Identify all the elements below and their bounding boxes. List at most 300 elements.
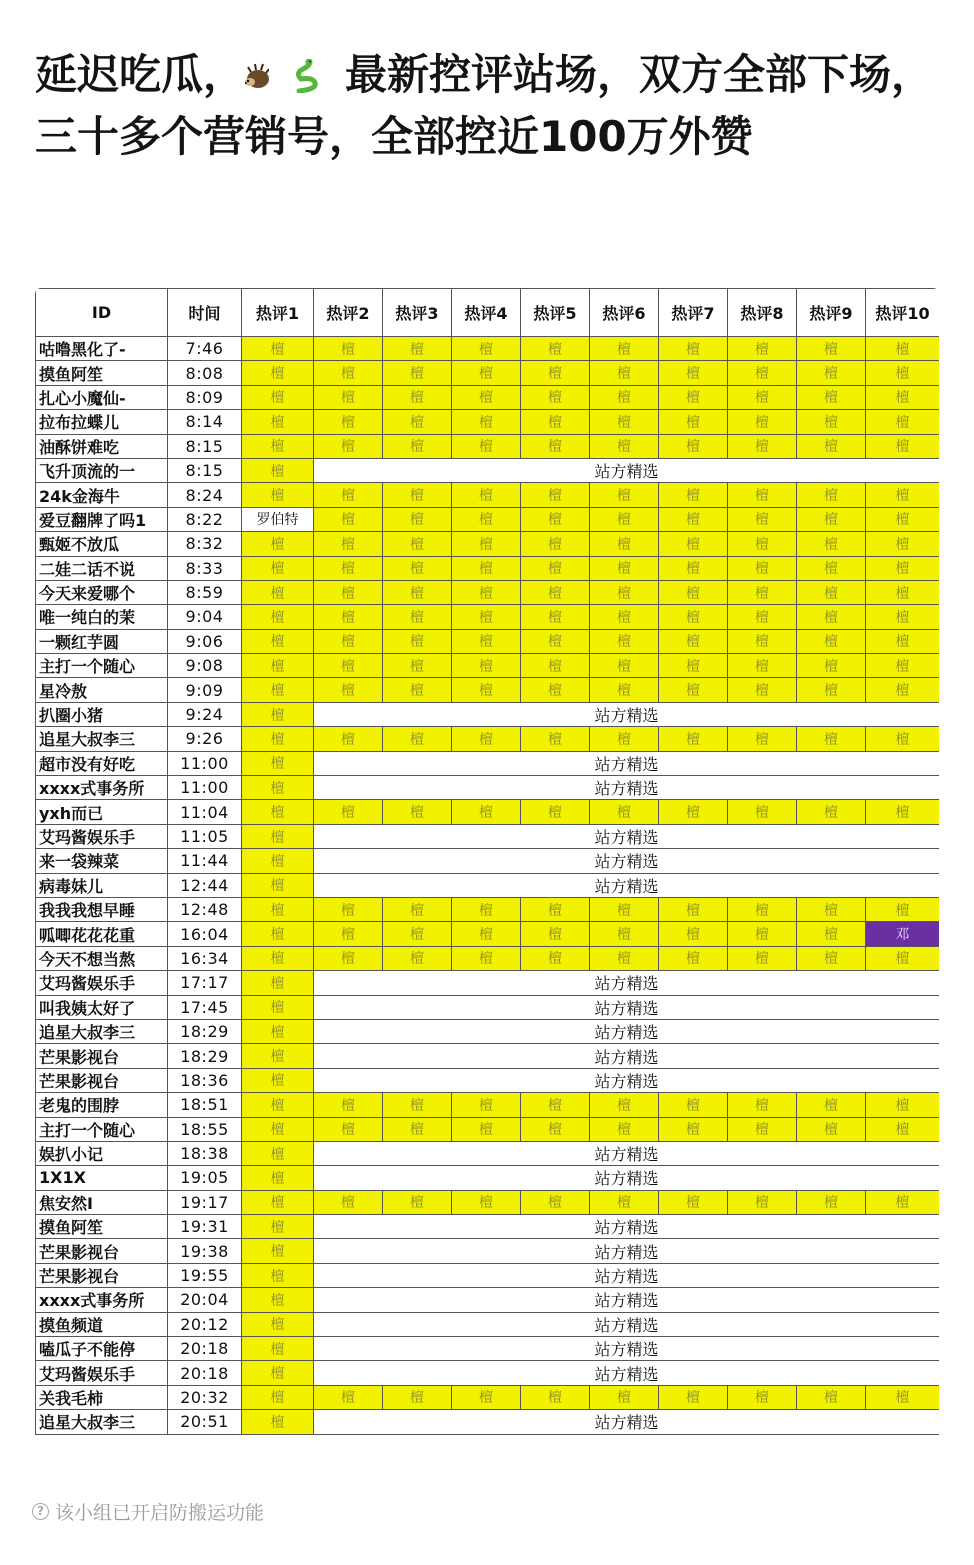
table-row (36, 1068, 940, 1092)
account-id-cell: 扒圈小猪 (36, 702, 168, 726)
hot-comment-cell-5: 檀 (521, 434, 590, 458)
table-row (36, 1215, 940, 1239)
hot-comment-cell-1: 檀 (242, 605, 314, 629)
hot-comment-cell-1: 檀 (242, 1263, 314, 1287)
hot-comment-cell-1: 罗伯特 (242, 507, 314, 531)
hot-comment-cell-10: 檀 (866, 897, 940, 921)
site-selected-merged-cell: 站方精选 (314, 1044, 940, 1068)
hot-comment-cell-8: 檀 (728, 1117, 797, 1141)
hot-comment-cell-4: 檀 (452, 629, 521, 653)
hot-comment-cell-6: 檀 (590, 1385, 659, 1409)
hot-comment-cell-6: 檀 (590, 1190, 659, 1214)
hot-comment-cell-7: 檀 (659, 556, 728, 580)
table-row (36, 434, 940, 458)
table-row (36, 727, 940, 751)
hot-comment-cell-6: 檀 (590, 727, 659, 751)
hot-comment-cell-7: 檀 (659, 434, 728, 458)
hot-comment-cell-2: 檀 (314, 483, 383, 507)
hot-comment-cell-8: 檀 (728, 922, 797, 946)
hot-comment-cell-1: 檀 (242, 1385, 314, 1409)
hot-comment-cell-4: 檀 (452, 434, 521, 458)
hot-comment-cell-8: 檀 (728, 556, 797, 580)
hot-comment-cell-1: 檀 (242, 1166, 314, 1190)
header-hot-comment-9: 热评9 (797, 289, 866, 337)
time-cell: 11:05 (168, 824, 242, 848)
hot-comment-cell-5: 檀 (521, 580, 590, 604)
hot-comment-cell-4: 檀 (452, 897, 521, 921)
time-cell: 12:44 (168, 873, 242, 897)
account-id-cell: 唯一纯白的茉 (36, 605, 168, 629)
hot-comment-cell-1: 檀 (242, 1288, 314, 1312)
hot-comment-cell-9: 檀 (797, 727, 866, 751)
hot-comment-cell-7: 檀 (659, 532, 728, 556)
hot-comment-cell-5: 檀 (521, 946, 590, 970)
hot-comment-cell-2: 檀 (314, 678, 383, 702)
hot-comment-cell-7: 檀 (659, 629, 728, 653)
table-row (36, 532, 940, 556)
account-id-cell: 甄姬不放瓜 (36, 532, 168, 556)
hot-comment-cell-7: 檀 (659, 385, 728, 409)
table-row (36, 678, 940, 702)
account-id-cell: 追星大叔李三 (36, 1410, 168, 1434)
hot-comment-cell-6: 檀 (590, 654, 659, 678)
hot-comment-cell-10: 檀 (866, 605, 940, 629)
time-cell: 17:17 (168, 971, 242, 995)
hot-comment-cell-5: 檀 (521, 1093, 590, 1117)
time-cell: 16:04 (168, 922, 242, 946)
account-id-cell: 呱唧花花花重 (36, 922, 168, 946)
hot-comment-cell-7: 檀 (659, 1190, 728, 1214)
hot-comment-cell-1: 檀 (242, 849, 314, 873)
account-id-cell: 艾玛酱娱乐手 (36, 971, 168, 995)
hot-comment-cell-2: 檀 (314, 654, 383, 678)
hot-comment-cell-1: 檀 (242, 1215, 314, 1239)
hot-comment-cell-6: 檀 (590, 410, 659, 434)
hot-comment-cell-1: 檀 (242, 1410, 314, 1434)
hot-comment-cell-8: 檀 (728, 629, 797, 653)
hot-comment-cell-10: 檀 (866, 507, 940, 531)
hot-comment-cell-6: 檀 (590, 556, 659, 580)
hot-comment-cell-5: 檀 (521, 507, 590, 531)
hot-comment-cell-1: 檀 (242, 654, 314, 678)
hot-comment-cell-4: 檀 (452, 1093, 521, 1117)
time-cell: 17:45 (168, 995, 242, 1019)
table-row (36, 410, 940, 434)
hot-comment-cell-8: 檀 (728, 410, 797, 434)
hot-comment-cell-7: 檀 (659, 507, 728, 531)
hot-comment-cell-1: 檀 (242, 1239, 314, 1263)
account-id-cell: 来一袋辣菜 (36, 849, 168, 873)
hot-comment-cell-3: 檀 (383, 897, 452, 921)
hot-comment-cell-4: 檀 (452, 1190, 521, 1214)
account-id-cell: 我我我想早睡 (36, 897, 168, 921)
table-row (36, 629, 940, 653)
account-id-cell: 娱扒小记 (36, 1141, 168, 1165)
time-cell: 9:26 (168, 727, 242, 751)
table-row (36, 654, 940, 678)
account-id-cell: 超市没有好吃 (36, 751, 168, 775)
hot-comment-cell-6: 檀 (590, 507, 659, 531)
time-cell: 20:18 (168, 1361, 242, 1385)
hot-comment-cell-3: 檀 (383, 654, 452, 678)
time-cell: 8:08 (168, 361, 242, 385)
hot-comment-cell-10: 檀 (866, 946, 940, 970)
hot-comment-cell-9: 檀 (797, 678, 866, 702)
hot-comment-cell-10: 檀 (866, 483, 940, 507)
hot-comment-cell-2: 檀 (314, 727, 383, 751)
hot-comment-cell-3: 檀 (383, 1117, 452, 1141)
account-id-cell: 摸鱼阿笙 (36, 361, 168, 385)
hot-comment-cell-6: 檀 (590, 361, 659, 385)
table-row (36, 702, 940, 726)
site-selected-merged-cell: 站方精选 (314, 995, 940, 1019)
hot-comment-cell-8: 檀 (728, 337, 797, 361)
time-cell: 18:29 (168, 1019, 242, 1043)
time-cell: 20:51 (168, 1410, 242, 1434)
hot-comment-cell-8: 檀 (728, 946, 797, 970)
hot-comment-cell-1: 檀 (242, 1337, 314, 1361)
hot-comment-cell-2: 檀 (314, 946, 383, 970)
snake-icon (295, 48, 345, 84)
hot-comment-cell-5: 檀 (521, 483, 590, 507)
account-id-cell: xxxx式事务所 (36, 1288, 168, 1312)
table-row (36, 1166, 940, 1190)
account-id-cell: 叫我姨太好了 (36, 995, 168, 1019)
hot-comment-cell-3: 檀 (383, 727, 452, 751)
time-cell: 8:14 (168, 410, 242, 434)
site-selected-merged-cell: 站方精选 (314, 1141, 940, 1165)
hot-comment-cell-5: 檀 (521, 337, 590, 361)
hot-comment-cell-4: 檀 (452, 678, 521, 702)
table-row (36, 1190, 940, 1214)
hot-comment-cell-5: 檀 (521, 727, 590, 751)
site-selected-merged-cell: 站方精选 (314, 1019, 940, 1043)
site-selected-merged-cell: 站方精选 (314, 1337, 940, 1361)
hot-comment-cell-3: 檀 (383, 434, 452, 458)
site-selected-merged-cell: 站方精选 (314, 1361, 940, 1385)
hot-comment-cell-6: 檀 (590, 922, 659, 946)
account-id-cell: 24k金海牛 (36, 483, 168, 507)
hot-comment-cell-10: 檀 (866, 434, 940, 458)
hot-comment-cell-2: 檀 (314, 532, 383, 556)
hot-comment-cell-9: 檀 (797, 556, 866, 580)
hot-comment-cell-2: 檀 (314, 897, 383, 921)
time-cell: 8:32 (168, 532, 242, 556)
hot-comment-cell-8: 檀 (728, 532, 797, 556)
hot-comment-cell-5: 檀 (521, 410, 590, 434)
anti-repost-text: 该小组已开启防搬运功能 (55, 1501, 265, 1524)
time-cell: 20:18 (168, 1337, 242, 1361)
hot-comment-cell-1: 檀 (242, 1044, 314, 1068)
table-row (36, 1141, 940, 1165)
hot-comment-cell-1: 檀 (242, 1141, 314, 1165)
table-row (36, 946, 940, 970)
time-cell: 19:17 (168, 1190, 242, 1214)
account-id-cell: 扎心小魔仙- (36, 385, 168, 409)
hot-comment-cell-3: 檀 (383, 507, 452, 531)
hot-comment-cell-6: 檀 (590, 337, 659, 361)
hot-comment-cell-6: 檀 (590, 897, 659, 921)
hot-comment-cell-1: 檀 (242, 361, 314, 385)
table-row (36, 385, 940, 409)
hot-comment-cell-7: 檀 (659, 727, 728, 751)
hot-comment-cell-2: 檀 (314, 580, 383, 604)
table-row (36, 800, 940, 824)
hot-comment-cell-2: 檀 (314, 800, 383, 824)
hot-comment-cell-8: 檀 (728, 800, 797, 824)
table-row (36, 1044, 940, 1068)
title-text-after: 最新控评站场，双方全部下场，三十多个营销号，全部控近100万外赞 (35, 50, 934, 161)
hot-comment-cell-2: 檀 (314, 556, 383, 580)
account-id-cell: 1X1X (36, 1166, 168, 1190)
hot-comment-cell-3: 檀 (383, 1093, 452, 1117)
hot-comment-cell-3: 檀 (383, 1385, 452, 1409)
time-cell: 9:09 (168, 678, 242, 702)
hot-comment-cell-6: 檀 (590, 483, 659, 507)
hot-comment-cell-9: 檀 (797, 385, 866, 409)
time-cell: 8:59 (168, 580, 242, 604)
hot-comment-cell-8: 檀 (728, 897, 797, 921)
hot-comment-cell-10: 檀 (866, 532, 940, 556)
hot-comment-cell-4: 檀 (452, 483, 521, 507)
table-row (36, 605, 940, 629)
hot-comment-cell-6: 檀 (590, 605, 659, 629)
hot-comment-cell-10: 檀 (866, 556, 940, 580)
hot-comment-cell-3: 檀 (383, 580, 452, 604)
site-selected-merged-cell: 站方精选 (314, 849, 940, 873)
hot-comment-cell-5: 檀 (521, 800, 590, 824)
hot-comment-cell-8: 檀 (728, 1190, 797, 1214)
account-id-cell: 芒果影视台 (36, 1068, 168, 1092)
hot-comment-cell-7: 檀 (659, 483, 728, 507)
site-selected-merged-cell: 站方精选 (314, 824, 940, 848)
time-cell: 19:55 (168, 1263, 242, 1287)
hot-comment-cell-1: 檀 (242, 922, 314, 946)
hot-comment-cell-3: 檀 (383, 922, 452, 946)
hot-comment-cell-9: 檀 (797, 580, 866, 604)
hot-comment-cell-1: 檀 (242, 556, 314, 580)
hot-comment-cell-6: 檀 (590, 1093, 659, 1117)
time-cell: 9:04 (168, 605, 242, 629)
hot-comment-cell-3: 檀 (383, 361, 452, 385)
hot-comment-cell-3: 檀 (383, 532, 452, 556)
hot-comment-cell-1: 檀 (242, 532, 314, 556)
account-id-cell: 主打一个随心 (36, 654, 168, 678)
hot-comment-cell-9: 檀 (797, 410, 866, 434)
top-status-strip (0, 0, 974, 30)
hot-comment-cell-10: 檀 (866, 1190, 940, 1214)
table-row (36, 507, 940, 531)
account-id-cell: 今天不想当熬 (36, 946, 168, 970)
table-row (36, 995, 940, 1019)
hot-comment-cell-2: 檀 (314, 507, 383, 531)
hot-comment-cell-9: 檀 (797, 1093, 866, 1117)
time-cell: 11:04 (168, 800, 242, 824)
table-row (36, 361, 940, 385)
hot-comment-cell-10: 邓 (866, 922, 940, 946)
account-id-cell: 咕噜黑化了- (36, 337, 168, 361)
hot-comment-cell-4: 檀 (452, 507, 521, 531)
hot-comment-cell-6: 檀 (590, 678, 659, 702)
hot-comment-cell-6: 檀 (590, 629, 659, 653)
table-row (36, 971, 940, 995)
post-title (35, 44, 945, 168)
hot-comment-cell-8: 檀 (728, 678, 797, 702)
hot-comment-cell-1: 檀 (242, 946, 314, 970)
hot-comment-cell-5: 檀 (521, 361, 590, 385)
hot-comment-cell-2: 檀 (314, 1117, 383, 1141)
hot-comment-cell-2: 檀 (314, 361, 383, 385)
hot-comment-cell-1: 檀 (242, 483, 314, 507)
time-cell: 16:34 (168, 946, 242, 970)
anti-repost-notice (32, 1496, 264, 1526)
time-cell: 19:31 (168, 1215, 242, 1239)
site-selected-merged-cell: 站方精选 (314, 1166, 940, 1190)
hot-comment-cell-1: 檀 (242, 458, 314, 482)
hot-comment-cell-1: 檀 (242, 580, 314, 604)
account-id-cell: 芒果影视台 (36, 1263, 168, 1287)
hot-comment-cell-9: 檀 (797, 1385, 866, 1409)
hot-comment-cell-4: 檀 (452, 1385, 521, 1409)
hot-comment-cell-9: 檀 (797, 361, 866, 385)
table-row (36, 897, 940, 921)
hot-comment-cell-3: 檀 (383, 946, 452, 970)
hot-comment-cell-2: 檀 (314, 1093, 383, 1117)
account-id-cell: 芒果影视台 (36, 1239, 168, 1263)
hot-comment-cell-4: 檀 (452, 800, 521, 824)
hot-comment-cell-10: 檀 (866, 410, 940, 434)
table-row (36, 922, 940, 946)
hot-comment-cell-9: 檀 (797, 483, 866, 507)
site-selected-merged-cell: 站方精选 (314, 751, 940, 775)
hot-comment-cell-1: 檀 (242, 995, 314, 1019)
site-selected-merged-cell: 站方精选 (314, 873, 940, 897)
header-hot-comment-4: 热评4 (452, 289, 521, 337)
time-cell: 8:22 (168, 507, 242, 531)
account-id-cell: 追星大叔李三 (36, 1019, 168, 1043)
hot-comment-cell-5: 檀 (521, 922, 590, 946)
hot-comment-cell-9: 檀 (797, 629, 866, 653)
table-row (36, 776, 940, 800)
time-cell: 20:32 (168, 1385, 242, 1409)
hot-comment-cell-8: 檀 (728, 434, 797, 458)
hot-comment-cell-6: 檀 (590, 385, 659, 409)
hot-comment-cell-10: 檀 (866, 1385, 940, 1409)
account-id-cell: xxxx式事务所 (36, 776, 168, 800)
hot-comment-cell-1: 檀 (242, 1312, 314, 1336)
time-cell: 8:33 (168, 556, 242, 580)
hot-comment-cell-1: 檀 (242, 678, 314, 702)
hot-comment-cell-7: 檀 (659, 337, 728, 361)
hot-comment-cell-5: 檀 (521, 532, 590, 556)
hot-comment-cell-9: 檀 (797, 897, 866, 921)
hot-comment-cell-8: 檀 (728, 727, 797, 751)
account-id-cell: 追星大叔李三 (36, 727, 168, 751)
hot-comment-cell-5: 檀 (521, 629, 590, 653)
account-id-cell: 主打一个随心 (36, 1117, 168, 1141)
header-hot-comment-1: 热评1 (242, 289, 314, 337)
hot-comment-cell-4: 檀 (452, 580, 521, 604)
hot-comment-cell-10: 檀 (866, 629, 940, 653)
hot-comment-cell-2: 檀 (314, 1385, 383, 1409)
hot-comment-cell-2: 檀 (314, 385, 383, 409)
time-cell: 11:00 (168, 776, 242, 800)
hot-comment-cell-9: 檀 (797, 1117, 866, 1141)
site-selected-merged-cell: 站方精选 (314, 1410, 940, 1434)
hot-comment-cell-8: 檀 (728, 580, 797, 604)
time-cell: 19:05 (168, 1166, 242, 1190)
hot-comment-cell-7: 檀 (659, 361, 728, 385)
table-row (36, 1263, 940, 1287)
table-row (36, 1361, 940, 1385)
hot-comment-cell-4: 檀 (452, 556, 521, 580)
hot-comment-cell-6: 檀 (590, 532, 659, 556)
hot-comment-cell-4: 檀 (452, 922, 521, 946)
account-id-cell: 艾玛酱娱乐手 (36, 1361, 168, 1385)
hot-comment-cell-1: 檀 (242, 629, 314, 653)
hot-comment-cell-6: 檀 (590, 580, 659, 604)
table-row (36, 483, 940, 507)
hot-comment-cell-7: 檀 (659, 410, 728, 434)
hot-comment-cell-7: 檀 (659, 605, 728, 629)
table-row (36, 1093, 940, 1117)
hot-comment-cell-3: 檀 (383, 385, 452, 409)
site-selected-merged-cell: 站方精选 (314, 1239, 940, 1263)
header-hot-comment-5: 热评5 (521, 289, 590, 337)
hot-comment-cell-6: 檀 (590, 1117, 659, 1141)
table-row (36, 580, 940, 604)
hot-comment-cell-1: 檀 (242, 410, 314, 434)
header-hot-comment-6: 热评6 (590, 289, 659, 337)
hot-comment-cell-3: 檀 (383, 605, 452, 629)
table-row (36, 337, 940, 361)
hot-comment-cell-8: 檀 (728, 1093, 797, 1117)
table-row (36, 1312, 940, 1336)
hot-comment-cell-8: 檀 (728, 483, 797, 507)
hot-comment-cell-1: 檀 (242, 1068, 314, 1092)
hot-comment-cell-2: 檀 (314, 629, 383, 653)
hot-comment-cell-1: 檀 (242, 337, 314, 361)
hot-comment-cell-2: 檀 (314, 1190, 383, 1214)
hot-comment-cell-10: 檀 (866, 1117, 940, 1141)
header-id: ID (36, 289, 168, 337)
table-row (36, 1385, 940, 1409)
hot-comment-cell-7: 檀 (659, 922, 728, 946)
account-id-cell: 爱豆翻牌了吗1 (36, 507, 168, 531)
time-cell: 8:15 (168, 458, 242, 482)
hot-comment-cell-1: 檀 (242, 1190, 314, 1214)
table-body (36, 337, 940, 1435)
account-id-cell: 老鬼的围脖 (36, 1093, 168, 1117)
site-selected-merged-cell: 站方精选 (314, 1312, 940, 1336)
hot-comment-cell-2: 檀 (314, 337, 383, 361)
time-cell: 18:38 (168, 1141, 242, 1165)
time-cell: 8:24 (168, 483, 242, 507)
account-id-cell: 二娃二话不说 (36, 556, 168, 580)
hot-comment-cell-8: 檀 (728, 507, 797, 531)
time-cell: 18:55 (168, 1117, 242, 1141)
hot-comment-cell-1: 檀 (242, 897, 314, 921)
hot-comment-cell-3: 檀 (383, 678, 452, 702)
hot-comment-cell-8: 檀 (728, 605, 797, 629)
hot-comment-cell-5: 檀 (521, 605, 590, 629)
site-selected-merged-cell: 站方精选 (314, 702, 940, 726)
time-cell: 9:24 (168, 702, 242, 726)
hot-comment-cell-10: 檀 (866, 361, 940, 385)
account-id-cell: 摸鱼阿笙 (36, 1215, 168, 1239)
hot-comment-cell-7: 檀 (659, 897, 728, 921)
time-cell: 8:15 (168, 434, 242, 458)
